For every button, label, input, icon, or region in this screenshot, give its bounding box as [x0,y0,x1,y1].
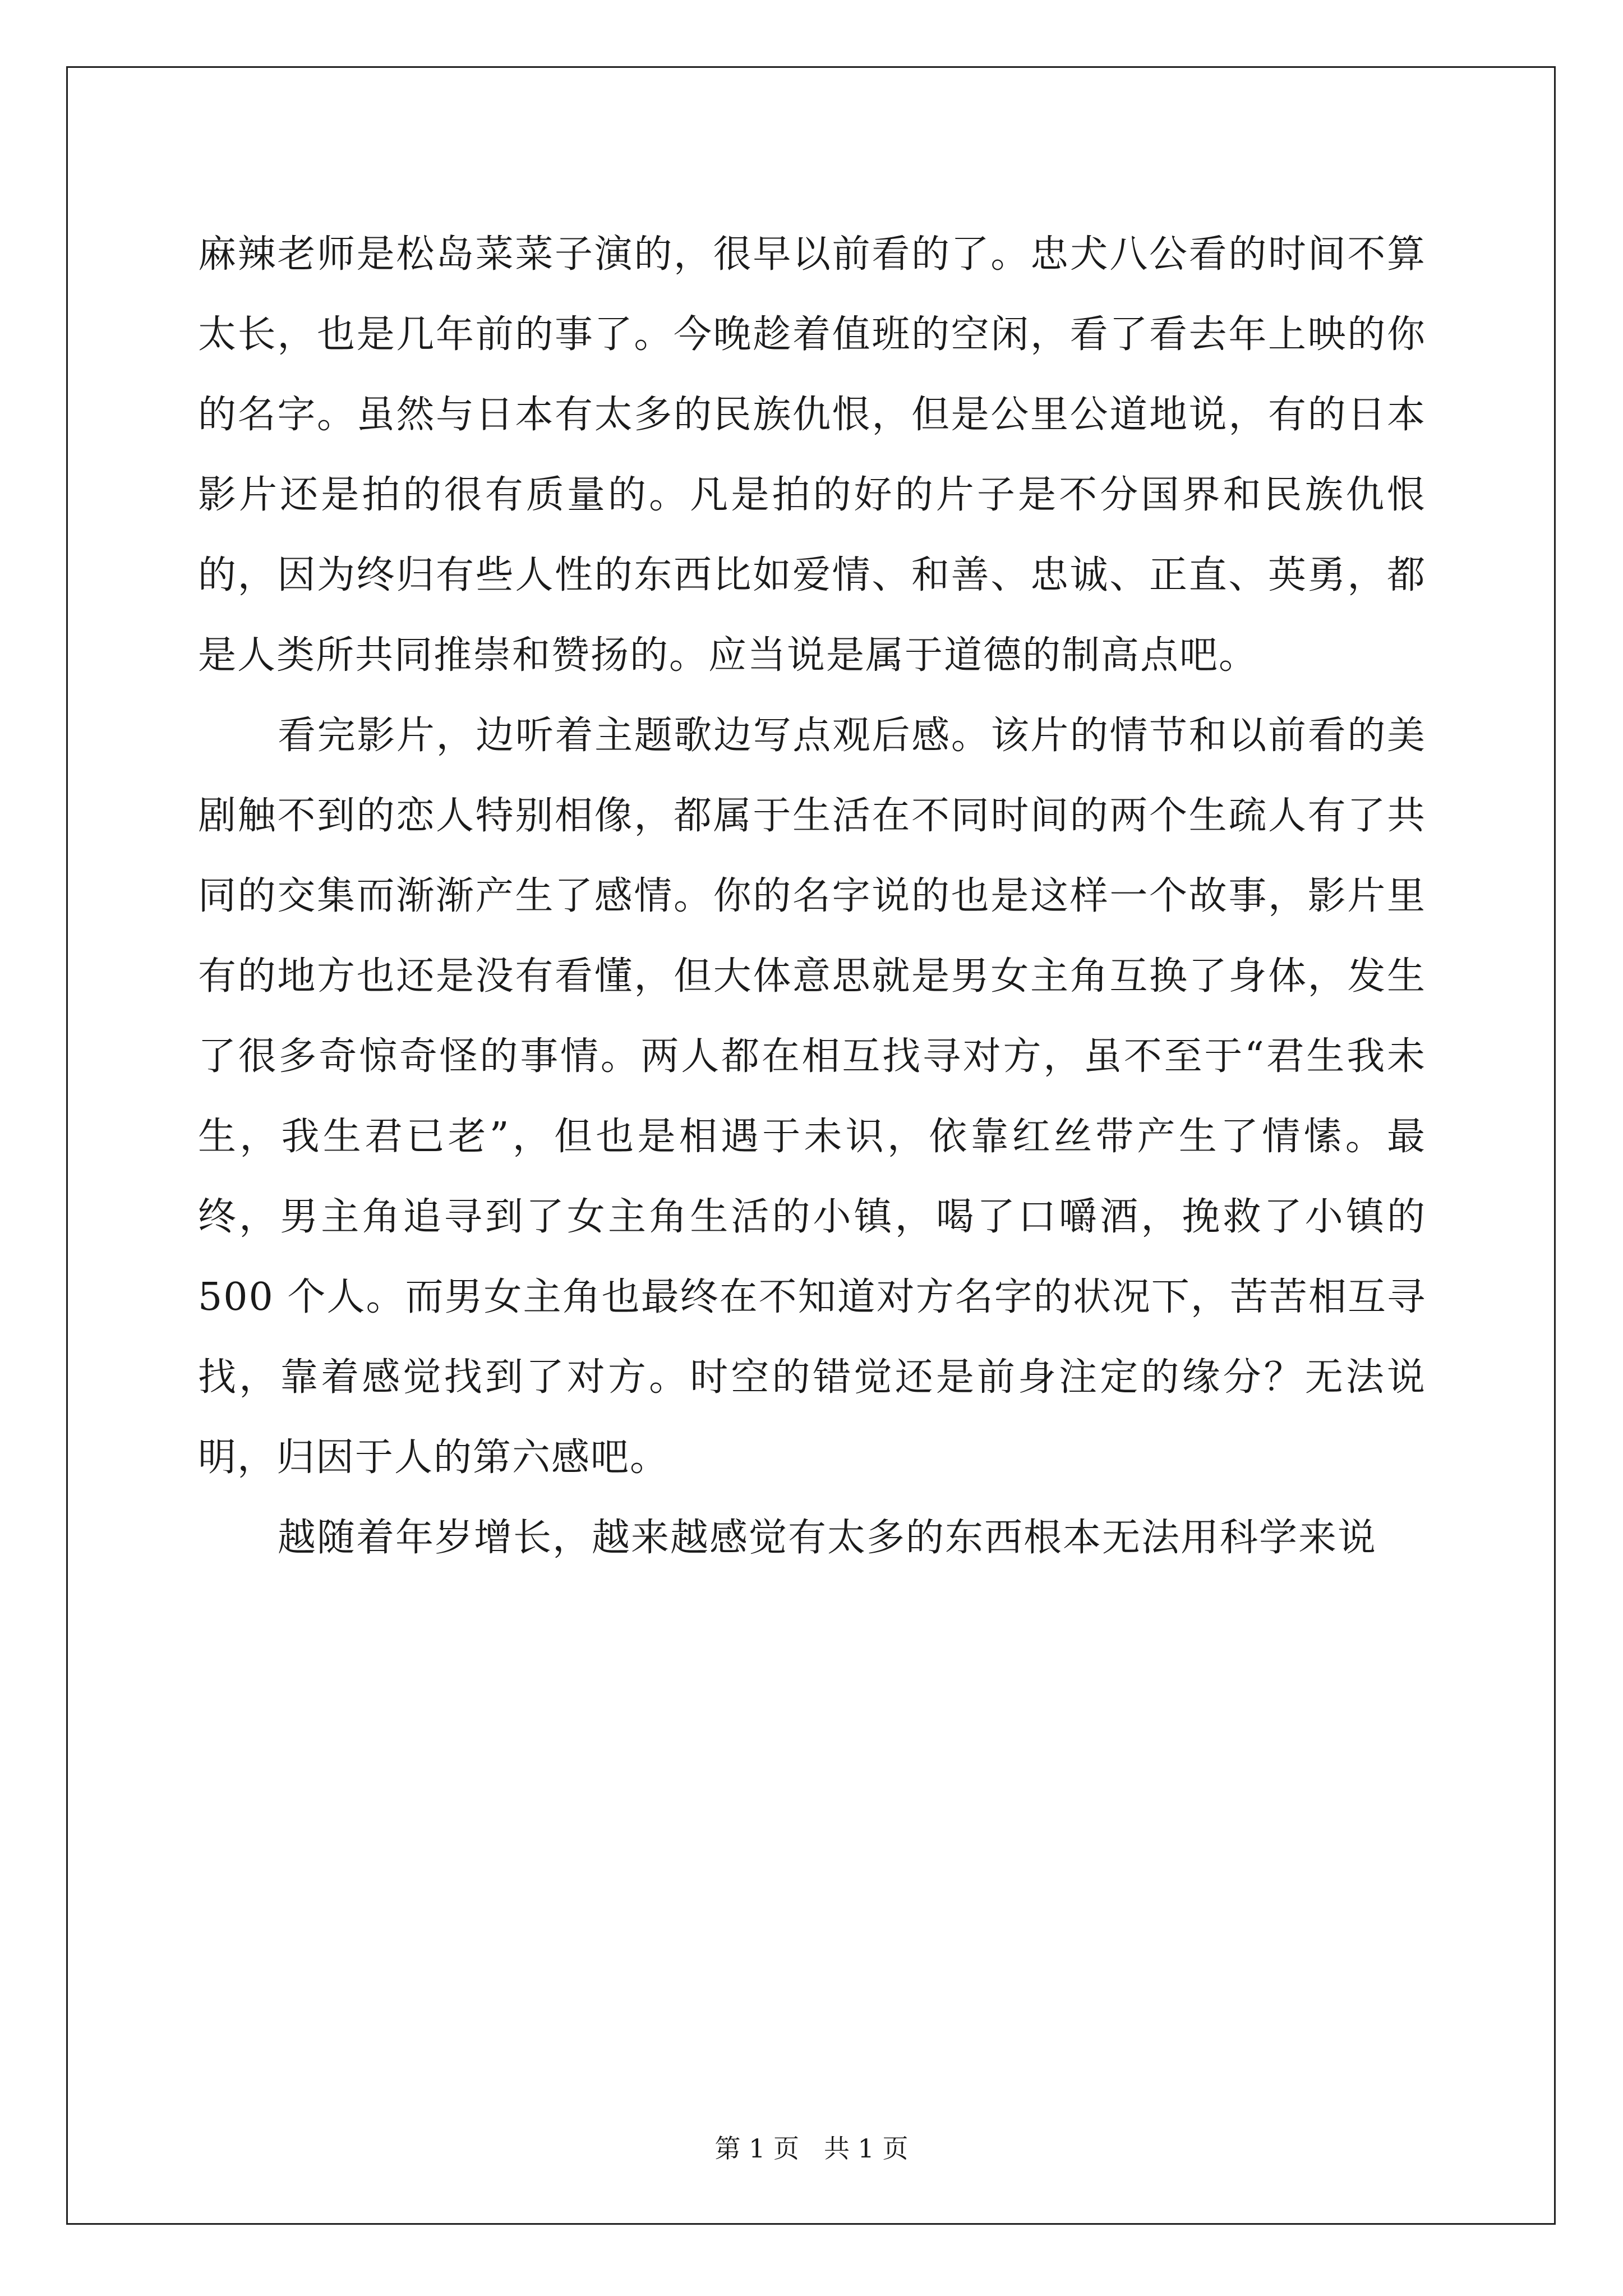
page-number-current: 第 1 页 [714,2133,800,2164]
paragraph-2: 看完影片，边听着主题歌边写点观后感。该片的情节和以前看的美剧触不到的恋人特别相像，都属于生活在不同时间的两个生疏人有了共同的交集而渐渐产生了感情。你的名字说的也是这样一个故事，影片里有的地方也还是没有看懂，但大体意思就是男女主角互换了身体，发生了很多奇惊奇怪的事情。两人都在相互找寻对方，虽不至于“君生我未生，我生君已老”，但也是相遇于未识，依靠红丝带产生了情愫。最终，男主角追寻到了女主角生活的小镇，喝了口嚼酒，挽救了小镇的 500 个人。而男女主角也最终在不知道对方名字的状况下，苦苦相互寻找，靠着感觉找到了对方。时空的错觉还是前身注定的缘分？无法说明，归因于人的第六感吧。 [198,714,1426,1480]
paragraph-1: 麻辣老师是松岛菜菜子演的，很早以前看的了。忠犬八公看的时间不算太长，也是几年前的事了。今晚趁着值班的空闲，看了看去年上映的你的名字。虽然与日本有太多的民族仇恨，但是公里公道地说，有的日本影片还是拍的很有质量的。凡是拍的好的片子是不分国界和民族仇恨的，因为终归有些人性的东西比如爱情、和善、忠诚、正直、英勇，都是人类所共同推崇和赞扬的。应当说是属于道德的制高点吧。 [198,232,1426,678]
page-footer [0,2132,1623,2165]
page-number-total: 共 1 页 [823,2133,909,2164]
document-body [198,214,1426,1578]
paragraph-3: 越随着年岁增长，越来越感觉有太多的东西根本无法用科学来说 [278,1516,1377,1560]
